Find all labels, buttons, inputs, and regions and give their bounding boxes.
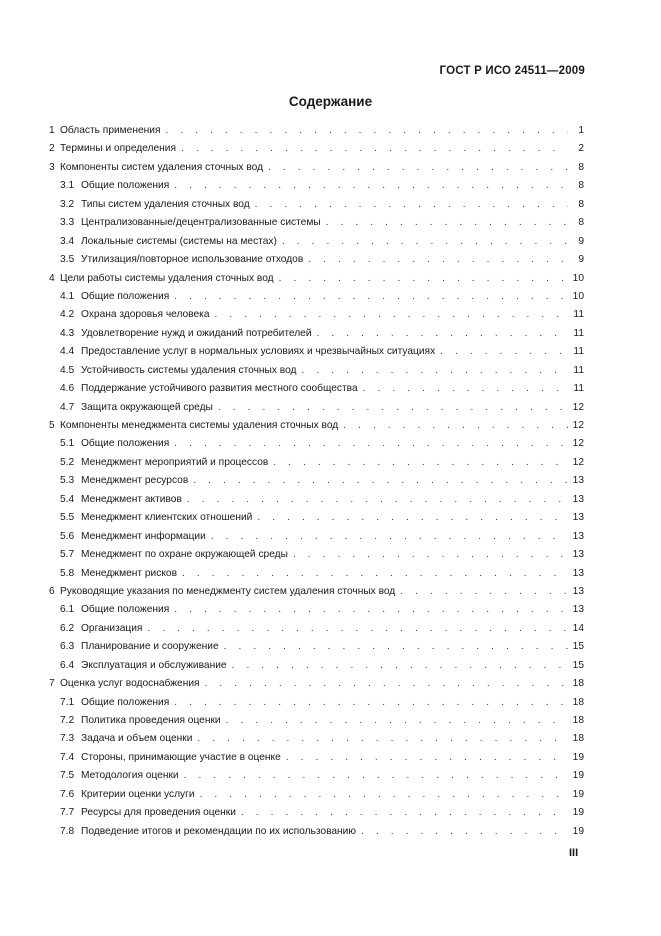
toc-entry — [49, 767, 584, 785]
toc-entry-number: 6.4 — [60, 659, 75, 671]
toc-entry-title: Задача и объем оценки — [81, 733, 193, 745]
toc-entry-page: 11 — [573, 383, 584, 395]
toc-entry-number: 3.4 — [60, 235, 75, 247]
toc-entry-page: 18 — [572, 678, 584, 690]
toc-entry-number: 4.1 — [60, 290, 75, 302]
toc-dot-leader — [400, 583, 568, 601]
toc-entry-page: 11 — [573, 346, 584, 358]
toc-entry-page: 15 — [572, 641, 584, 653]
toc-entry — [49, 694, 584, 712]
toc-entry-page: 13 — [572, 475, 584, 487]
toc-dot-leader — [282, 233, 568, 251]
toc-entry-title: Предоставление услуг в нормальных условиях и чрезвычайных ситуациях — [81, 346, 436, 358]
toc-entry — [49, 583, 584, 601]
toc-dot-leader — [226, 712, 568, 730]
toc-entry — [49, 196, 584, 214]
toc-entry — [49, 362, 584, 380]
toc-entry-title: Эксплуатация и обслуживание — [81, 659, 227, 671]
toc-entry-page: 12 — [572, 438, 584, 450]
toc-entry-page: 11 — [573, 327, 584, 339]
toc-entry-page: 10 — [572, 272, 584, 284]
toc-entry — [49, 435, 584, 453]
toc-entry-number: 7.1 — [60, 696, 75, 708]
toc-entry — [49, 122, 584, 140]
toc-entry-page: 13 — [572, 530, 584, 542]
toc-entry-title: Менеджмент рисков — [81, 567, 177, 579]
toc-entry-number: 4 — [49, 272, 55, 284]
toc-entry-page: 13 — [572, 549, 584, 561]
toc-entry-title: Менеджмент информации — [81, 530, 206, 542]
toc-entry — [49, 233, 584, 251]
toc-entry-title: Планирование и сооружение — [81, 641, 219, 653]
toc-entry-page: 12 — [572, 420, 584, 431]
toc-entry — [49, 325, 584, 343]
toc-entry — [49, 823, 584, 841]
toc-entry — [49, 620, 584, 638]
toc-entry-page: 13 — [572, 512, 584, 524]
toc-dot-leader — [174, 435, 568, 453]
toc-entry-title: Менеджмент клиентских отношений — [81, 512, 253, 524]
toc-dot-leader — [187, 491, 568, 509]
toc-entry-page: 19 — [572, 770, 584, 782]
toc-entry-number: 5.4 — [60, 493, 75, 505]
toc-entry-title: Компоненты менеджмента системы удаления сточных вод — [60, 420, 339, 431]
table-of-contents — [49, 122, 584, 841]
toc-entry-title: Цели работы системы удаления сточных вод — [60, 272, 274, 284]
toc-entry-title: Менеджмент ресурсов — [81, 475, 189, 487]
toc-entry-number: 6.1 — [60, 604, 75, 616]
toc-entry — [49, 675, 584, 693]
toc-entry — [49, 177, 584, 195]
toc-entry-title: Утилизация/повторное использование отходов — [81, 254, 304, 266]
toc-entry-page: 2 — [578, 143, 584, 155]
toc-dot-leader — [232, 657, 568, 675]
toc-entry — [49, 270, 584, 288]
toc-dot-leader — [317, 325, 568, 343]
toc-entry-title: Компоненты систем удаления сточных вод — [60, 161, 264, 173]
toc-entry — [49, 730, 584, 748]
toc-entry-page: 13 — [572, 604, 584, 616]
toc-entry-page: 8 — [578, 180, 584, 192]
toc-entry-title: Защита окружающей среды — [81, 401, 213, 413]
toc-entry-number: 7.8 — [60, 825, 75, 837]
toc-dot-leader — [193, 472, 568, 490]
toc-dot-leader — [293, 546, 568, 564]
toc-entry — [49, 454, 584, 472]
toc-entry-number: 4.4 — [60, 346, 75, 358]
toc-entry-title: Удовлетворение нужд и ожиданий потребителей — [81, 327, 312, 339]
toc-entry-number: 4.7 — [60, 401, 75, 413]
toc-entry-page: 8 — [578, 161, 584, 173]
toc-entry-title: Менеджмент мероприятий и процессов — [81, 456, 269, 468]
toc-entry-page: 19 — [572, 807, 584, 819]
toc-entry-title: Подведение итогов и рекомендации по их использованию — [81, 825, 356, 837]
toc-dot-leader — [268, 159, 568, 177]
toc-dot-leader — [286, 749, 568, 767]
toc-entry — [49, 601, 584, 619]
toc-dot-leader — [174, 288, 568, 306]
toc-entry-number: 3 — [49, 161, 55, 173]
toc-entry-number: 7 — [49, 678, 55, 690]
toc-entry-title: Общие положения — [81, 604, 170, 616]
toc-entry-page: 12 — [572, 456, 584, 468]
toc-entry-title: Менеджмент активов — [81, 493, 182, 505]
toc-entry-number: 6.3 — [60, 641, 75, 653]
toc-entry-title: Общие положения — [81, 290, 170, 302]
toc-dot-leader — [308, 251, 568, 269]
toc-entry-page: 9 — [578, 235, 584, 247]
toc-entry-title: Организация — [81, 622, 143, 634]
toc-entry-number: 5.6 — [60, 530, 75, 542]
toc-entry-page: 15 — [572, 659, 584, 671]
toc-entry — [49, 214, 584, 232]
toc-entry-number: 5.7 — [60, 549, 75, 561]
toc-entry-page: 13 — [572, 567, 584, 579]
toc-dot-leader — [279, 270, 568, 288]
toc-entry-number: 7.5 — [60, 770, 75, 782]
toc-entry — [49, 565, 584, 583]
toc-dot-leader — [302, 362, 569, 380]
toc-entry-page: 1 — [578, 125, 584, 136]
toc-entry-title: Методология оценки — [81, 770, 179, 782]
toc-entry — [49, 804, 584, 822]
toc-entry — [49, 343, 584, 361]
toc-entry-title: Общие положения — [81, 696, 170, 708]
toc-dot-leader — [174, 601, 568, 619]
toc-entry — [49, 306, 584, 324]
toc-dot-leader — [255, 196, 568, 214]
toc-entry-number: 4.6 — [60, 383, 75, 395]
toc-dot-leader — [181, 140, 568, 158]
toc-entry — [49, 159, 584, 177]
toc-entry-number: 5.5 — [60, 512, 75, 524]
toc-entry — [49, 491, 584, 509]
toc-dot-leader — [326, 214, 568, 232]
toc-entry — [49, 657, 584, 675]
toc-entry-title: Общие положения — [81, 438, 170, 450]
toc-dot-leader — [174, 177, 568, 195]
toc-entry-page: 13 — [572, 585, 584, 597]
toc-entry-title: Критерии оценки услуги — [81, 788, 195, 800]
toc-entry — [49, 288, 584, 306]
toc-entry-number: 4.3 — [60, 327, 75, 339]
toc-entry — [49, 380, 584, 398]
toc-dot-leader — [224, 638, 568, 656]
toc-entry-number: 5 — [49, 420, 55, 431]
toc-entry-number: 3.5 — [60, 254, 75, 266]
toc-entry — [49, 638, 584, 656]
page-number: III — [569, 847, 579, 859]
toc-entry-page: 18 — [572, 733, 584, 745]
toc-entry-page: 10 — [572, 290, 584, 302]
toc-dot-leader — [214, 306, 568, 324]
toc-dot-leader — [165, 122, 568, 140]
toc-dot-leader — [147, 620, 568, 638]
toc-dot-leader — [205, 675, 568, 693]
toc-entry-title: Ресурсы для проведения оценки — [81, 807, 236, 819]
toc-entry-number: 7.3 — [60, 733, 75, 745]
toc-dot-leader — [211, 528, 568, 546]
toc-dot-leader — [361, 823, 568, 841]
toc-entry-page: 11 — [573, 309, 584, 321]
toc-entry-title: Руководящие указания по менеджменту систем удаления сточных вод — [60, 585, 396, 597]
toc-entry-number: 3.2 — [60, 198, 75, 210]
toc-entry — [49, 786, 584, 804]
toc-entry-title: Поддержание устойчивого развития местного сообщества — [81, 383, 358, 395]
toc-dot-leader — [200, 786, 568, 804]
toc-entry — [49, 251, 584, 269]
toc-entry-page: 19 — [572, 825, 584, 837]
toc-entry-title: Менеджмент по охране окружающей среды — [81, 549, 288, 561]
toc-entry-page: 13 — [572, 493, 584, 505]
toc-entry — [49, 417, 584, 435]
toc-entry-number: 7.4 — [60, 751, 75, 763]
toc-dot-leader — [184, 767, 568, 785]
toc-entry-page: 12 — [572, 401, 584, 413]
toc-entry-page: 19 — [572, 751, 584, 763]
toc-entry-number: 4.5 — [60, 364, 75, 376]
toc-entry-title: Централизованные/децентрализованные системы — [81, 217, 321, 229]
document-code: ГОСТ Р ИСО 24511—2009 — [439, 65, 585, 77]
toc-entry-page: 18 — [572, 696, 584, 708]
toc-dot-leader — [182, 565, 568, 583]
toc-entry — [49, 140, 584, 158]
toc-entry-number: 5.3 — [60, 475, 75, 487]
toc-entry — [49, 509, 584, 527]
toc-entry-title: Локальные системы (системы на местах) — [81, 235, 277, 247]
toc-entry — [49, 546, 584, 564]
toc-entry-number: 1 — [49, 125, 55, 136]
toc-entry-page: 11 — [573, 364, 584, 376]
toc-entry-title: Общие положения — [81, 180, 170, 192]
toc-entry — [49, 749, 584, 767]
toc-title: Содержание — [288, 94, 373, 109]
toc-entry-page: 14 — [572, 622, 584, 634]
toc-entry-page: 9 — [578, 254, 584, 266]
toc-dot-leader — [174, 694, 568, 712]
toc-entry-number: 7.6 — [60, 788, 75, 800]
toc-entry-title: Устойчивость системы удаления сточных вод — [81, 364, 297, 376]
toc-entry-page: 19 — [572, 788, 584, 800]
toc-entry-title: Термины и определения — [60, 143, 176, 155]
toc-dot-leader — [218, 399, 568, 417]
toc-entry-number: 6.2 — [60, 622, 75, 634]
toc-entry-page: 8 — [578, 217, 584, 229]
toc-entry — [49, 712, 584, 730]
toc-entry — [49, 472, 584, 490]
toc-entry-number: 3.1 — [60, 180, 75, 192]
toc-dot-leader — [273, 454, 568, 472]
toc-dot-leader — [241, 804, 568, 822]
toc-entry-title: Оценка услуг водоснабжения — [60, 678, 200, 690]
toc-entry-title: Политика проведения оценки — [81, 715, 221, 726]
toc-dot-leader — [343, 417, 568, 435]
toc-entry-number: 5.8 — [60, 567, 75, 579]
toc-entry-number: 4.2 — [60, 309, 75, 321]
toc-dot-leader — [257, 509, 568, 527]
toc-dot-leader — [440, 343, 568, 361]
toc-entry-title: Типы систем удаления сточных вод — [81, 198, 250, 210]
toc-entry-number: 6 — [49, 585, 55, 597]
toc-entry-number: 5.1 — [60, 438, 75, 450]
toc-dot-leader — [363, 380, 568, 398]
toc-entry-title: Стороны, принимающие участие в оценке — [81, 751, 281, 763]
toc-entry-number: 7.7 — [60, 807, 75, 819]
toc-entry — [49, 399, 584, 417]
toc-entry — [49, 528, 584, 546]
toc-entry-number: 7.2 — [60, 715, 75, 726]
toc-entry-number: 3.3 — [60, 217, 75, 229]
toc-entry-number: 2 — [49, 143, 55, 155]
toc-dot-leader — [197, 730, 568, 748]
toc-entry-page: 18 — [572, 715, 584, 726]
toc-entry-title: Область применения — [60, 125, 161, 136]
toc-entry-title: Охрана здоровья человека — [81, 309, 210, 321]
toc-entry-page: 8 — [578, 198, 584, 210]
toc-entry-number: 5.2 — [60, 456, 75, 468]
